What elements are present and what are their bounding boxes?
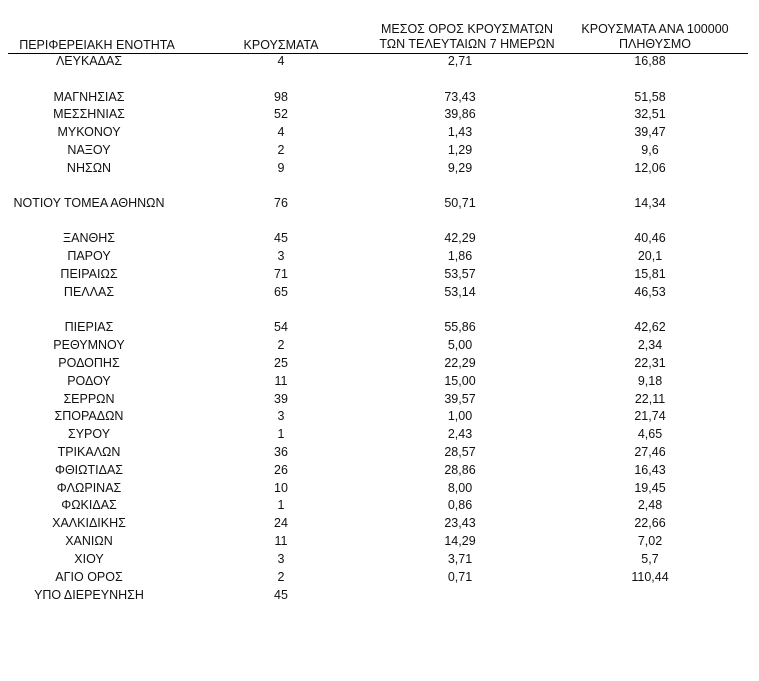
cell-cases: 1 xyxy=(277,498,285,512)
table-row xyxy=(0,160,759,177)
table-row xyxy=(0,142,759,159)
cell-region: ΥΠΟ ΔΙΕΡΕΥΝΗΣΗ xyxy=(34,588,144,602)
cell-cases: 4 xyxy=(277,54,285,68)
cell-per-100000: 9,6 xyxy=(641,143,659,157)
cell-per-100000: 16,43 xyxy=(634,463,666,477)
table-row xyxy=(0,551,759,568)
table-row xyxy=(0,373,759,390)
table-row xyxy=(0,248,759,265)
column-header-per-100000 xyxy=(560,22,750,52)
cell-cases: 2 xyxy=(277,570,285,584)
table-row xyxy=(0,515,759,532)
table-row xyxy=(0,408,759,425)
table-row xyxy=(0,53,759,70)
table-row xyxy=(0,89,759,106)
cell-per-100000: 21,74 xyxy=(634,409,666,423)
cell-region: ΞΑΝΘΗΣ xyxy=(63,231,115,245)
cell-7day-average: 1,00 xyxy=(447,409,473,423)
cell-region: ΦΛΩΡΙΝΑΣ xyxy=(56,481,122,495)
cell-per-100000: 15,81 xyxy=(634,267,666,281)
cell-7day-average: 3,71 xyxy=(447,552,473,566)
cell-region: ΡΟΔΟΠΗΣ xyxy=(58,356,120,370)
cell-per-100000: 16,88 xyxy=(634,54,666,68)
cell-cases: 3 xyxy=(277,552,285,566)
table-row xyxy=(0,497,759,514)
cell-per-100000: 42,62 xyxy=(634,320,666,334)
cell-region: ΤΡΙΚΑΛΩΝ xyxy=(57,445,121,459)
cell-per-100000: 19,45 xyxy=(634,481,666,495)
cell-7day-average: 1,86 xyxy=(447,249,473,263)
cell-7day-average: 2,43 xyxy=(447,427,473,441)
cell-cases: 3 xyxy=(277,409,285,423)
cell-per-100000: 12,06 xyxy=(634,161,666,175)
cell-per-100000: 51,58 xyxy=(634,90,666,104)
table-row xyxy=(0,124,759,141)
table-row xyxy=(0,533,759,550)
cell-region: ΠΙΕΡΙΑΣ xyxy=(64,320,114,334)
cell-region: ΛΕΥΚΑΔΑΣ xyxy=(55,54,123,68)
cell-7day-average: 0,71 xyxy=(447,570,473,584)
cell-7day-average: 22,29 xyxy=(444,356,476,370)
column-header-per-100000-line1: ΚΡΟΥΣΜΑΤΑ ΑΝΑ 100000 xyxy=(581,22,729,36)
cell-7day-average: 28,86 xyxy=(444,463,476,477)
cell-cases: 25 xyxy=(274,356,288,370)
table-row xyxy=(0,319,759,336)
column-header-cases: ΚΡΟΥΣΜΑΤΑ xyxy=(243,38,319,52)
table-row xyxy=(0,444,759,461)
cell-region: ΜΕΣΣΗΝΙΑΣ xyxy=(53,107,125,121)
cell-7day-average: 5,00 xyxy=(447,338,473,352)
cell-7day-average: 28,57 xyxy=(444,445,476,459)
cell-per-100000: 22,66 xyxy=(634,516,666,530)
cell-per-100000: 27,46 xyxy=(634,445,666,459)
cell-cases: 11 xyxy=(274,534,288,548)
cell-region: ΝΑΞΟΥ xyxy=(67,143,111,157)
cell-7day-average: 8,00 xyxy=(447,481,473,495)
table-row xyxy=(0,106,759,123)
cell-region: ΡΕΘΥΜΝΟΥ xyxy=(53,338,125,352)
cell-7day-average: 0,86 xyxy=(447,498,473,512)
cell-per-100000: 20,1 xyxy=(637,249,663,263)
cell-region: ΧΑΛΚΙΔΙΚΗΣ xyxy=(52,516,126,530)
cell-cases: 65 xyxy=(274,285,288,299)
cell-per-100000: 2,48 xyxy=(637,498,663,512)
cell-cases: 71 xyxy=(274,267,288,281)
cell-region: ΡΟΔΟΥ xyxy=(67,374,111,388)
cell-per-100000: 2,34 xyxy=(637,338,663,352)
cell-region: ΠΑΡΟΥ xyxy=(67,249,111,263)
cell-cases: 24 xyxy=(274,516,288,530)
table-row xyxy=(0,355,759,372)
table-row xyxy=(0,587,759,604)
cell-cases: 39 xyxy=(274,392,288,406)
table-row xyxy=(0,391,759,408)
cell-cases: 4 xyxy=(277,125,285,139)
cell-per-100000: 32,51 xyxy=(634,107,666,121)
table-row xyxy=(0,284,759,301)
cell-cases: 98 xyxy=(274,90,288,104)
table-row xyxy=(0,480,759,497)
cell-region: ΜΥΚΟΝΟΥ xyxy=(57,125,121,139)
cell-7day-average: 42,29 xyxy=(444,231,476,245)
cell-7day-average: 1,43 xyxy=(447,125,473,139)
column-header-7day-average xyxy=(362,22,572,52)
cell-per-100000: 5,7 xyxy=(641,552,659,566)
cell-cases: 9 xyxy=(277,161,285,175)
column-header-7day-average-line2: ΤΩΝ ΤΕΛΕΥΤΑΙΩΝ 7 ΗΜΕΡΩΝ xyxy=(379,37,555,51)
cell-7day-average: 53,57 xyxy=(444,267,476,281)
cell-7day-average: 14,29 xyxy=(444,534,476,548)
cell-cases: 10 xyxy=(274,481,288,495)
cell-region: ΦΩΚΙΔΑΣ xyxy=(61,498,117,512)
cell-7day-average: 53,14 xyxy=(444,285,476,299)
cell-region: ΝΗΣΩΝ xyxy=(66,161,112,175)
cell-cases: 36 xyxy=(274,445,288,459)
cell-per-100000: 9,18 xyxy=(637,374,663,388)
cell-7day-average: 39,86 xyxy=(444,107,476,121)
cell-per-100000: 39,47 xyxy=(634,125,666,139)
cell-7day-average: 15,00 xyxy=(444,374,476,388)
cell-per-100000: 40,46 xyxy=(634,231,666,245)
cell-region: ΦΘΙΩΤΙΔΑΣ xyxy=(54,463,124,477)
cell-7day-average: 50,71 xyxy=(444,196,476,210)
cell-7day-average: 23,43 xyxy=(444,516,476,530)
cell-region: ΜΑΓΝΗΣΙΑΣ xyxy=(53,90,125,104)
cell-7day-average: 9,29 xyxy=(447,161,473,175)
cell-cases: 3 xyxy=(277,249,285,263)
table-row xyxy=(0,266,759,283)
cell-per-100000: 22,11 xyxy=(634,392,666,406)
cell-cases: 45 xyxy=(274,231,288,245)
table-row xyxy=(0,426,759,443)
cell-region: ΝΟΤΙΟΥ ΤΟΜΕΑ ΑΘΗΝΩΝ xyxy=(13,196,165,210)
cell-per-100000: 7,02 xyxy=(637,534,663,548)
cell-cases: 2 xyxy=(277,143,285,157)
table-row xyxy=(0,195,759,212)
cell-7day-average: 1,29 xyxy=(447,143,473,157)
column-header-per-100000-line2: ΠΛΗΘΥΣΜΟ xyxy=(619,37,691,51)
cell-region: ΧΙΟΥ xyxy=(74,552,104,566)
cell-cases: 52 xyxy=(274,107,288,121)
cell-cases: 76 xyxy=(274,196,288,210)
cell-per-100000: 14,34 xyxy=(634,196,666,210)
cell-per-100000: 4,65 xyxy=(637,427,663,441)
cell-per-100000: 22,31 xyxy=(634,356,666,370)
cell-7day-average: 73,43 xyxy=(444,90,476,104)
cell-per-100000: 110,44 xyxy=(631,570,669,584)
table-row xyxy=(0,569,759,586)
cell-region: ΣΠΟΡΑΔΩΝ xyxy=(54,409,124,423)
column-header-region: ΠΕΡΙΦΕΡΕΙΑΚΗ ΕΝΟΤΗΤΑ xyxy=(19,38,175,52)
cell-region: ΠΕΙΡΑΙΩΣ xyxy=(60,267,118,281)
table-row xyxy=(0,337,759,354)
table-row xyxy=(0,462,759,479)
cell-7day-average: 55,86 xyxy=(444,320,476,334)
cell-per-100000: 46,53 xyxy=(634,285,666,299)
cell-region: ΧΑΝΙΩΝ xyxy=(65,534,113,548)
cell-cases: 26 xyxy=(274,463,288,477)
cell-region: ΠΕΛΛΑΣ xyxy=(63,285,115,299)
cell-cases: 45 xyxy=(274,588,288,602)
cell-region: ΣΥΡΟΥ xyxy=(67,427,111,441)
cell-region: ΣΕΡΡΩΝ xyxy=(63,392,115,406)
cell-region: ΑΓΙΟ ΟΡΟΣ xyxy=(55,570,123,584)
cell-cases: 54 xyxy=(274,320,288,334)
cell-7day-average: 39,57 xyxy=(444,392,476,406)
cell-7day-average: 2,71 xyxy=(447,54,473,68)
cell-cases: 2 xyxy=(277,338,285,352)
column-header-7day-average-line1: ΜΕΣΟΣ ΟΡΟΣ ΚΡΟΥΣΜΑΤΩΝ xyxy=(380,22,554,36)
cell-cases: 11 xyxy=(274,374,288,388)
cell-cases: 1 xyxy=(277,427,285,441)
table-row xyxy=(0,230,759,247)
